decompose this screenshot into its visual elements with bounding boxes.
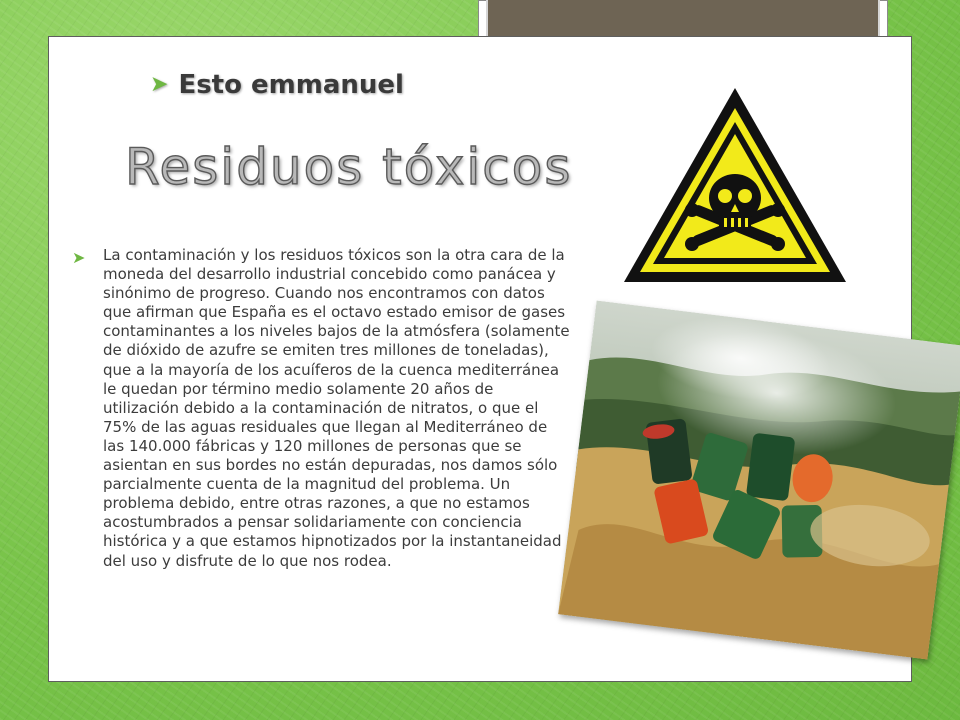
toxic-sign-icon — [620, 86, 850, 286]
toxic-waste-photo — [558, 301, 960, 660]
body-bullet — [70, 246, 570, 571]
bullet-arrow-icon: ➤ — [72, 248, 86, 267]
slide-title: Residuos tóxicos — [125, 138, 573, 196]
bullet-arrow-icon: ➤ — [150, 72, 169, 97]
subtitle-text: Esto emmanuel — [178, 70, 404, 100]
body-text: La contaminación y los residuos tóxicos son la otra cara de la moneda del desarrollo industrial concebido como panácea y sinónimo de progreso. Cuando nos encontramos con datos que afirman que España es el octavo estado emisor de gases contaminantes a los niveles bajos de la atmósfera (solamente de dióxido de azufre se emiten tres millones de toneladas), que a la mayoría de los acuíferos de la cuenca mediterránea le quedan por término medio solamente 20 años de utilización debido a la contaminación de nitratos, o que el 75% de las aguas residuales que llegan al Mediterráneo de las 140.000 fábricas y 120 millones de personas que se asientan en sus bordes no están depuradas, nos damos sólo parcialmente cuenta de la magnitud del problema. Un problema debido, entre otras razones, a que no estamos acostumbrados a pensar solidariamente con conciencia histórica y a que estamos hipnotizados por la instantaneidad del uso y disfrute de lo que nos rodea. — [103, 246, 570, 570]
slide-subtitle — [150, 70, 404, 100]
